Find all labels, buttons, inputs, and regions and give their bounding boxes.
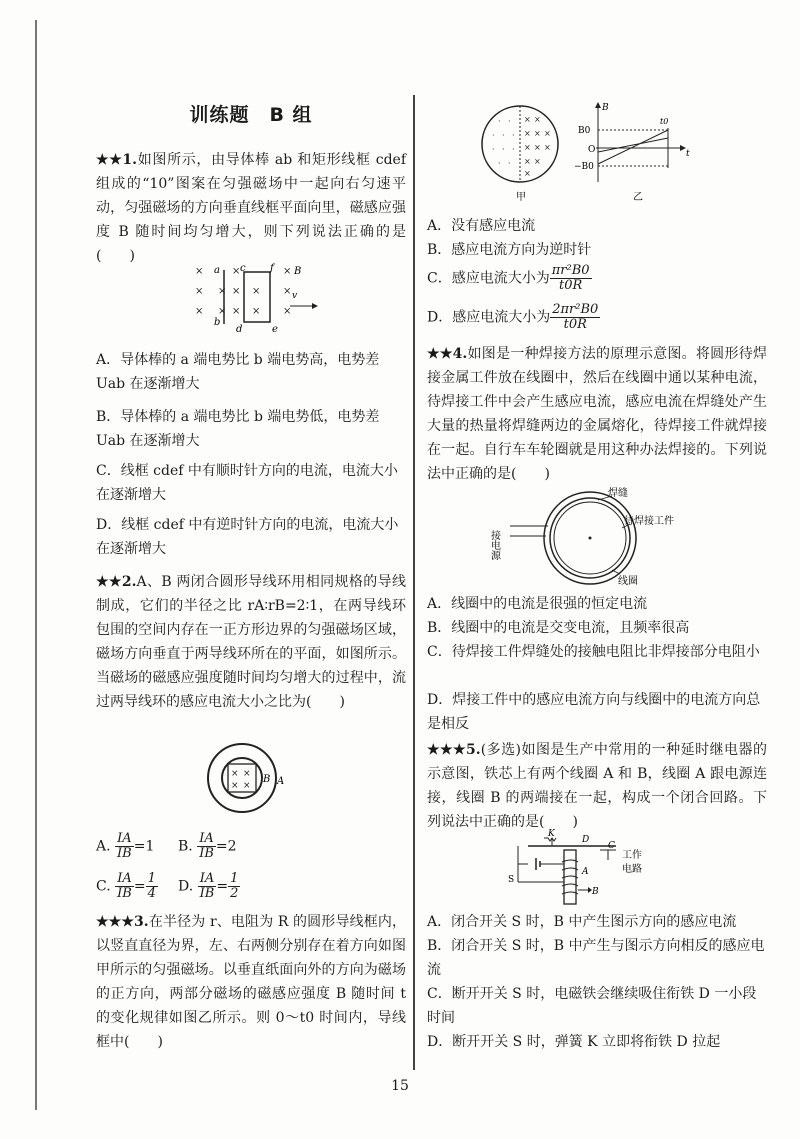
q1-option-d: D．线框 cdef 中有逆时针方向的电流，电流大小在逐渐增大	[96, 517, 399, 557]
svg-text:·: ·	[508, 117, 511, 126]
q3-label-negB0: −B0	[574, 162, 594, 172]
question-4	[427, 342, 767, 486]
q2-opt-b-label: B.	[178, 838, 193, 855]
q2-opt-c-label: C.	[96, 878, 111, 895]
q1-stars: ★★1.	[96, 152, 138, 168]
svg-text:×: ×	[231, 769, 239, 779]
svg-text:·: ·	[508, 159, 511, 168]
q3-option-a: A．没有感应电流	[427, 218, 536, 234]
svg-text:×: ×	[524, 115, 531, 124]
q2-opt-d-label: D.	[178, 878, 194, 895]
q5-text: (多选)如图是生产中常用的一种延时继电器的示意图，铁芯上有两个线圈 A 和 B，线圈 A 跟电源连接，线圈 B 的两端接在一起，构成一个闭合回路。下列说法中正确的是( )	[427, 742, 767, 830]
column-divider	[413, 95, 415, 1070]
q2-opt-d-vn: 1	[230, 871, 239, 886]
svg-text:×: ×	[195, 306, 204, 317]
svg-text:×: ×	[544, 129, 551, 138]
q4-text: 如图是一种焊接方法的原理示意图。将圆形待焊接金属工件放在线圈中，然后在线圈中通以某种电流，待焊接工件中会产生感应电流，感应电流在焊缝处产生大量的热量将焊缝两边的金属熔化，待焊接工件就焊接在一起。自行车车轮圈就是用这种办法焊接的。下列说法中正确的是( )	[427, 346, 767, 482]
q2-figure	[205, 738, 285, 818]
q1-text-wrap	[96, 152, 406, 264]
q4-label-coil: 线圈	[618, 576, 638, 587]
svg-text:×: ×	[534, 157, 541, 166]
q1-label-e: e	[272, 324, 278, 335]
q4-label-weld: 焊缝	[608, 488, 628, 499]
svg-text:×: ×	[232, 266, 241, 277]
q2-opt-d-valfrac	[228, 872, 240, 901]
q3-opt-c-label: C．感应电流大小为	[427, 270, 550, 287]
q3-option-c	[427, 264, 592, 293]
q1-label-c: c	[240, 263, 246, 274]
q2-opt-b-num: IA	[197, 832, 216, 847]
q3-label-B0: B0	[578, 126, 591, 136]
q1-label-b: b	[214, 317, 221, 328]
q1-label-B: B	[294, 266, 302, 277]
q5-label-circuit: 电路	[622, 864, 642, 875]
svg-text:·: ·	[498, 159, 501, 168]
q4-option-b: B．线圈中的电流是交变电流，且频率很高	[427, 620, 690, 636]
q3-label-t0: t0	[660, 117, 669, 126]
q5-option-b: B．闭合开关 S 时，B 中产生与图示方向相反的感应电流	[427, 938, 765, 978]
svg-text:×: ×	[283, 306, 292, 317]
q2-opt-c-frac	[115, 872, 134, 901]
svg-text:×: ×	[231, 781, 239, 791]
svg-text:×: ×	[544, 143, 551, 152]
q5-label-S: S	[508, 875, 515, 885]
q3-text: 在半径为 r、电阻为 R 的圆形导线框内，以竖直直径为界，左、右两侧分别存在着方向如图甲所示的匀强磁场。以垂直纸面向外的方向为磁场的正方向，两部分磁场的磁感应强度 B 随时间 t 的变化规律如图乙所示。则 0～t0 时间内，导线框中( )	[96, 914, 406, 1050]
q4-figure	[490, 488, 730, 588]
question-1	[96, 148, 406, 268]
q3-label-jia: 甲	[516, 192, 526, 203]
q2-opt-a-val: =1	[133, 838, 155, 855]
svg-text:×: ×	[195, 286, 204, 297]
q2-opt-d-frac	[198, 872, 217, 901]
q2-label-B: B	[263, 774, 271, 785]
svg-text:×: ×	[232, 306, 241, 317]
q4-label-source: 接电源	[488, 530, 500, 560]
velocity-arrowhead	[312, 303, 318, 309]
svg-text:×: ×	[524, 129, 531, 138]
svg-text:×: ×	[534, 115, 541, 124]
svg-text:·: ·	[502, 145, 505, 154]
q2-option-c: C. $\frac{IA}{IB}$ = $\frac{1}{4}$	[96, 871, 156, 901]
svg-text:·: ·	[512, 145, 515, 154]
question-5	[427, 738, 767, 834]
q3-option-b: B．感应电流方向为逆时针	[427, 242, 592, 258]
q3-opt-c-num: πr²B0	[551, 263, 590, 278]
q5-label-A: A	[582, 867, 589, 877]
q1-label-a: a	[214, 265, 220, 276]
q2-stars: ★★2.	[96, 574, 137, 590]
q5-option-a: A．闭合开关 S 时，B 中产生图示方向的感应电流	[427, 914, 737, 930]
svg-text:×: ×	[243, 769, 251, 779]
q3-stars: ★★★3.	[96, 914, 149, 930]
margin-line	[35, 20, 37, 1110]
q5-label-C: C	[608, 841, 615, 851]
svg-text:·: ·	[502, 131, 505, 140]
question-2	[96, 570, 406, 714]
q5-option-c: C．断开开关 S 时，电磁铁会继续吸住衔铁 D 一小段时间	[427, 986, 757, 1026]
q3-opt-c-frac	[550, 264, 592, 293]
q4-option-c: C．待焊接工件焊缝处的接触电阻比非焊接部分电阻小	[427, 644, 760, 660]
page-title: 训练题 B 组	[189, 104, 313, 126]
svg-text:×: ×	[283, 286, 292, 297]
q4-stars: ★★4.	[427, 346, 468, 362]
svg-text:×: ×	[252, 286, 261, 297]
q2-option-a	[96, 832, 154, 861]
q2-opt-a-den: IB	[117, 846, 132, 861]
q2-opt-d-den: IB	[199, 886, 215, 901]
svg-text:·: ·	[512, 131, 515, 140]
q2-opt-c-vn: 1	[147, 871, 156, 886]
q3-opt-d-den: t0R	[563, 317, 587, 332]
svg-text:·: ·	[492, 145, 495, 154]
q2-text: A、B 两闭合圆形导线环用相同规格的导线制成，它们的半径之比 rA∶rB=2∶1，在两导线环包围的空间内存在一正方形边界的匀强磁场区域，磁场方向垂直于两导线环所在的平面，如图所示。当磁场的磁感应强度随时间均匀增大的过程中，流过两导线环的感应电流大小之比为( )	[96, 574, 406, 710]
question-3	[96, 910, 406, 1054]
q5-label-work: 工作	[622, 850, 642, 861]
q1-label-v: v	[292, 291, 298, 301]
q4-option-d: D．焊接工件中的感应电流方向与线圈中的电流方向总是相反	[427, 692, 761, 732]
svg-text:×: ×	[524, 143, 531, 152]
q2-opt-d-vd: 2	[230, 886, 239, 901]
svg-text:×: ×	[218, 306, 227, 317]
fig-yi	[574, 102, 690, 203]
q2-opt-c-valfrac	[146, 872, 158, 901]
svg-text:·: ·	[498, 117, 501, 126]
q5-figure	[508, 829, 708, 906]
svg-text:×: ×	[283, 266, 292, 277]
q3-opt-d-num: 2πr²B0	[552, 302, 599, 317]
q2-label-A: A	[277, 776, 285, 787]
q5-label-D: D	[582, 835, 590, 845]
svg-text:·: ·	[492, 131, 495, 140]
svg-text:×: ×	[218, 286, 227, 297]
q3-opt-c-den: t0R	[558, 278, 583, 293]
q5-option-d: D．断开开关 S 时，弹簧 K 立即将衔铁 D 拉起	[427, 1034, 721, 1050]
q1-text: 如图所示，由导体棒 ab 和矩形线框 cdef 组成的“10”图案在匀强磁场中一起向右匀速平动，匀强磁场的方向垂直线框平面向里，磁感应强度 B 随时间均匀增大，则下列说法正确的是( )	[96, 152, 406, 264]
q2-opt-c-num: IA	[115, 872, 134, 887]
q4-label-workpiece: 待焊接工件	[624, 516, 674, 527]
q1-figure	[190, 262, 320, 334]
q3-label-O: O	[588, 145, 596, 155]
q3-opt-d-label: D．感应电流大小为	[427, 309, 551, 326]
q2-opt-c-den: IB	[117, 886, 132, 901]
q2-opt-c-vd: 4	[147, 886, 156, 901]
svg-text:×: ×	[243, 781, 251, 791]
q2-opt-b-val: =2	[215, 838, 237, 855]
q2-opt-a-num: IA	[115, 832, 134, 847]
q2-option-b	[178, 832, 237, 861]
q2-option-d: D. $\frac{IA}{IB}$ = $\frac{1}{2}$	[178, 871, 239, 901]
q2-opt-a-label: A.	[96, 838, 111, 855]
q2-opt-d-num: IA	[198, 872, 217, 887]
q3-opt-d-frac	[550, 303, 600, 332]
q3-option-d	[427, 303, 600, 332]
q1-option-a: A．导体棒的 a 端电势比 b 端电势高，电势差 Uab 在逐渐增大	[96, 352, 380, 392]
svg-text:×: ×	[195, 266, 204, 277]
svg-text:×: ×	[534, 129, 541, 138]
q5-stars: ★★★5.	[427, 742, 481, 758]
q4-option-a: A．线圈中的电流是很强的恒定电流	[427, 596, 648, 612]
q3-label-yi: 乙	[633, 192, 643, 203]
svg-text:×: ×	[252, 306, 261, 317]
q2-opt-b-frac	[197, 832, 216, 861]
q1-option-c: C．线框 cdef 中有顺时针方向的电流，电流大小在逐渐增大	[96, 463, 398, 503]
svg-text:×: ×	[524, 169, 531, 178]
q3-label-B: B	[602, 103, 609, 113]
fig-jia	[482, 106, 558, 203]
q3-label-t: t	[686, 149, 690, 159]
svg-text:×: ×	[534, 143, 541, 152]
q2-opt-b-den: IB	[199, 846, 214, 861]
q1-label-d: d	[236, 324, 243, 335]
page-number: 15	[391, 1078, 409, 1094]
svg-text:×: ×	[524, 157, 531, 166]
q2-opt-a-frac	[115, 832, 134, 861]
q1-option-b: B．导体棒的 a 端电势比 b 端电势低，电势差 Uab 在逐渐增大	[96, 409, 380, 449]
q5-label-B: B	[592, 887, 599, 897]
q3-figures	[478, 102, 698, 202]
svg-text:×: ×	[232, 286, 241, 297]
q5-label-K: K	[548, 829, 555, 839]
q1-label-f: f	[270, 263, 274, 274]
